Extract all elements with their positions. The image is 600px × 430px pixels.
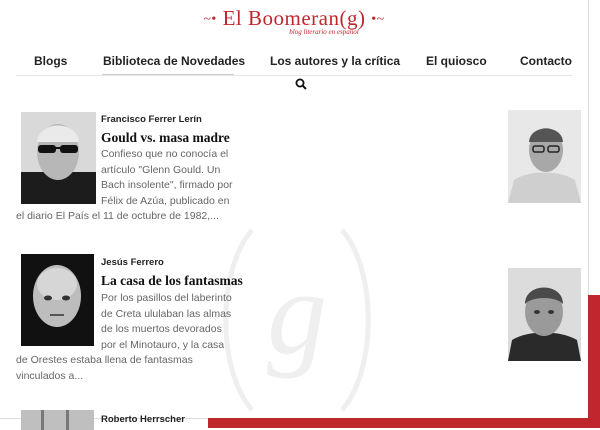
logo-title: El Boomeran(g) bbox=[222, 6, 366, 30]
author-photo[interactable] bbox=[21, 254, 94, 346]
author-photo[interactable] bbox=[508, 268, 581, 361]
logo-subtitle: blog literario en español bbox=[289, 28, 359, 36]
site-logo[interactable] bbox=[0, 6, 588, 36]
excerpt-line: el diario El País el 11 de octubre de 1982,... bbox=[16, 210, 219, 222]
logo-dash-left: ~• bbox=[203, 12, 217, 28]
article-title[interactable]: Gould vs. masa madre bbox=[101, 130, 230, 145]
decorative-red-band-vertical bbox=[588, 295, 600, 428]
article-author[interactable]: Jesús Ferrero bbox=[101, 257, 164, 268]
nav-item-blogs[interactable]: Blogs bbox=[34, 54, 68, 68]
excerpt-line: vinculados a... bbox=[16, 369, 84, 382]
excerpt-line: Por los pasillos del laberinto bbox=[101, 292, 232, 304]
excerpt-line: Bach insolente", firmado por bbox=[101, 179, 233, 192]
excerpt-line: por el Minotauro, y la casa bbox=[101, 338, 225, 351]
excerpt-line: de Orestes estaba llena de fantasmas bbox=[16, 354, 193, 366]
article-author[interactable]: Francisco Ferrer Lerín bbox=[101, 114, 202, 125]
article-author[interactable]: Roberto Herrscher bbox=[101, 414, 185, 425]
author-photo[interactable] bbox=[21, 112, 96, 204]
nav-item-contacto[interactable]: Contacto bbox=[520, 54, 572, 68]
nav-item-quiosco[interactable]: El quiosco bbox=[426, 54, 487, 68]
article-title[interactable]: La casa de los fantasmas bbox=[101, 273, 243, 288]
article-excerpt bbox=[101, 291, 232, 353]
watermark-g-logo bbox=[212, 225, 382, 415]
nav-item-autores[interactable]: Los autores y la crítica bbox=[270, 54, 401, 68]
author-photo[interactable] bbox=[21, 410, 94, 430]
decorative-red-band bbox=[208, 418, 600, 428]
excerpt-line: de los muertos devorados bbox=[101, 323, 222, 336]
author-photo[interactable] bbox=[508, 110, 581, 203]
search-icon[interactable] bbox=[295, 78, 307, 90]
excerpt-line: de Creta ululaban las almas bbox=[101, 307, 232, 320]
main-nav bbox=[0, 54, 588, 74]
article-excerpt bbox=[101, 147, 233, 209]
excerpt-line: Confieso que no conocía el bbox=[101, 148, 229, 160]
excerpt-line: Félix de Azúa, publicado en bbox=[101, 194, 230, 207]
logo-dash-right: •~ bbox=[371, 12, 385, 28]
nav-item-biblioteca[interactable]: Biblioteca de Novedades bbox=[103, 54, 246, 68]
svg-text:g: g bbox=[267, 246, 327, 379]
excerpt-line: artículo "Glenn Gould. Un bbox=[101, 163, 221, 176]
nav-divider bbox=[16, 75, 572, 76]
